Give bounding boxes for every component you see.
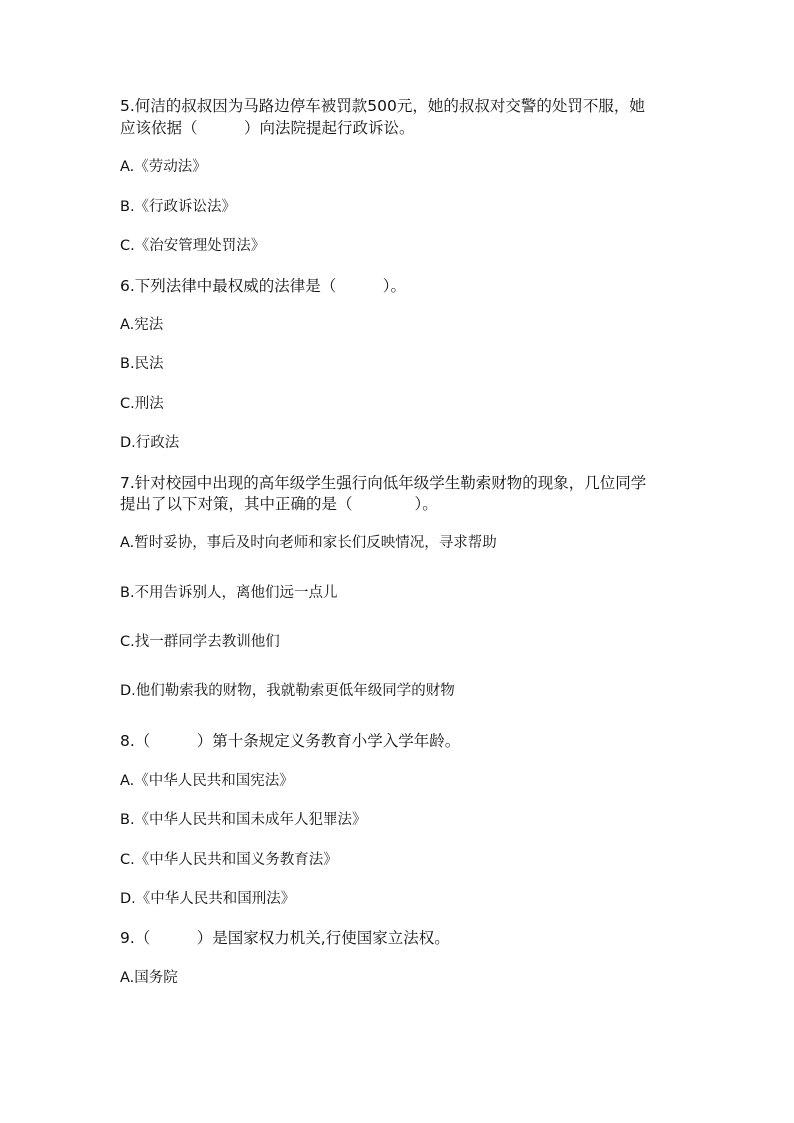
question-5-option-b: B.《行政诉讼法》	[120, 199, 237, 215]
question-8-option-b: B.《中华人民共和国未成年人犯罪法》	[120, 812, 367, 828]
question-6-option-d: D.行政法	[120, 435, 180, 451]
question-5-option-c: C.《治安管理处罚法》	[120, 238, 266, 254]
question-9-option-a: A.国务院	[120, 970, 178, 986]
question-7-stem-line-2: 提出了以下对策，其中正确的是（ ）。	[120, 495, 438, 513]
question-8-stem: 8.（ ）第十条规定义务教育小学入学年龄。	[120, 732, 461, 750]
question-7-option-d: D.他们勒索我的财物，我就勒索更低年级同学的财物	[120, 683, 455, 699]
question-7-option-b: B.不用告诉别人，离他们远一点儿	[120, 585, 338, 601]
question-5-stem-line-1: 5.何洁的叔叔因为马路边停车被罚款500元，她的叔叔对交警的处罚不服，她	[120, 97, 645, 115]
question-8-option-a: A.《中华人民共和国宪法》	[120, 773, 294, 789]
question-7-option-c: C.找一群同学去教训他们	[120, 634, 280, 650]
question-5-option-a: A.《劳动法》	[120, 159, 207, 175]
question-6-option-c: C.刑法	[120, 396, 164, 412]
question-7-stem-line-1: 7.针对校园中出现的高年级学生强行向低年级学生勒索财物的现象，几位同学	[120, 474, 647, 492]
question-8-option-d: D.《中华人民共和国刑法》	[120, 891, 296, 907]
question-8-option-c: C.《中华人民共和国义务教育法》	[120, 852, 338, 868]
question-7-option-a: A.暂时妥协，事后及时向老师和家长们反映情况，寻求帮助	[120, 535, 497, 551]
question-6-option-a: A.宪法	[120, 317, 164, 333]
question-9-stem: 9.（ ）是国家权力机关,行使国家立法权。	[120, 929, 450, 947]
question-6-stem: 6.下列法律中最权威的法律是（ ）。	[120, 277, 407, 295]
question-5-stem-line-2: 应该依据（ ）向法院提起行政诉讼。	[120, 119, 415, 137]
question-6-option-b: B.民法	[120, 356, 164, 372]
